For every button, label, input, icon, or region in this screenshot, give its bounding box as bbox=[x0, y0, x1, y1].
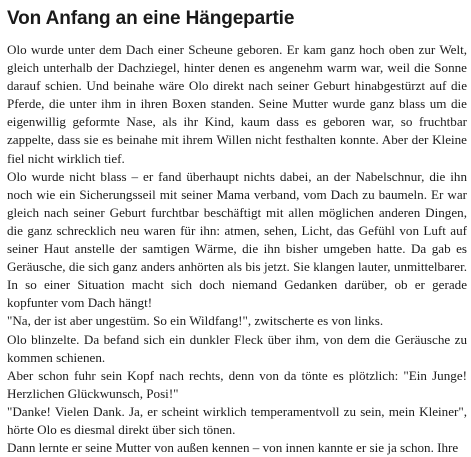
chapter-title: Von Anfang an eine Hängepartie bbox=[7, 8, 295, 29]
paragraph-3: "Na, der ist aber ungestüm. So ein Wildfang!", zwitscherte es von links. bbox=[7, 313, 384, 329]
paragraph-5: Aber schon fuhr sein Kopf nach rechts, denn von da tönte es plötzlich: "Ein Junge! Herzlichen Glückwunsch, Posi!" bbox=[7, 367, 467, 401]
paragraph-2: Olo wurde nicht blass – er fand überhaupt nichts dabei, an der Nabelschnur, die ihn noch wie ein Sicherungsseil mit seiner Mama verband, vom Dach zu baumeln. Er war gleich nach seiner Geburt furchtbar beschäftigt mit allen möglichen anderen Dingen, die ganz schrecklich neu waren für ihn: atmen, sehen, Licht, das Gefühl von Luft auf seiner Haut anstelle der samtigen Wärme, die ihn bisher umgeben hatte. Da gab es Geräusche, die sich ganz anders anhörten als bis jetzt. Sie klangen lauter, unmittelbarer. In so einer Situation macht sich doch niemand Gedanken darüber, ob er gerade kopfunter vom Dach hängt! bbox=[7, 168, 467, 311]
paragraph-7: Dann lernte er seine Mutter von außen kennen – von innen kannte er sie ja schon. Ihre bbox=[7, 440, 459, 456]
paragraph-1: Olo wurde unter dem Dach einer Scheune geboren. Er kam ganz hoch oben zur Welt, gleich unterhalb der Dachziegel, hinter denen es angenehm warm war, weil die Sonne darauf schien. Und beinahe wäre Olo direkt nach seiner Geburt hinabgestürzt auf die Pferde, die unter ihm in ihren Boxen standen. Seine Mutter wurde ganz blass um die eigenwillig geformte Nase, als ihr Kind, kaum dass es geboren war, so fruchtbar zappelte, dass sie es beinahe mit ihrem Willen nicht festhalten konnte. Aber der Kleine fiel nicht wirklich tief. bbox=[7, 42, 467, 166]
paragraph-6: "Danke! Vielen Dank. Ja, er scheint wirklich temperamentvoll zu sein, mein Kleiner", hörte Olo es diesmal direkt über sich tönen. bbox=[7, 403, 467, 437]
paragraph-4: Olo blinzelte. Da befand sich ein dunkler Fleck über ihm, von dem die Geräusche zu kommen schienen. bbox=[7, 331, 467, 365]
document-page bbox=[7, 6, 467, 456]
